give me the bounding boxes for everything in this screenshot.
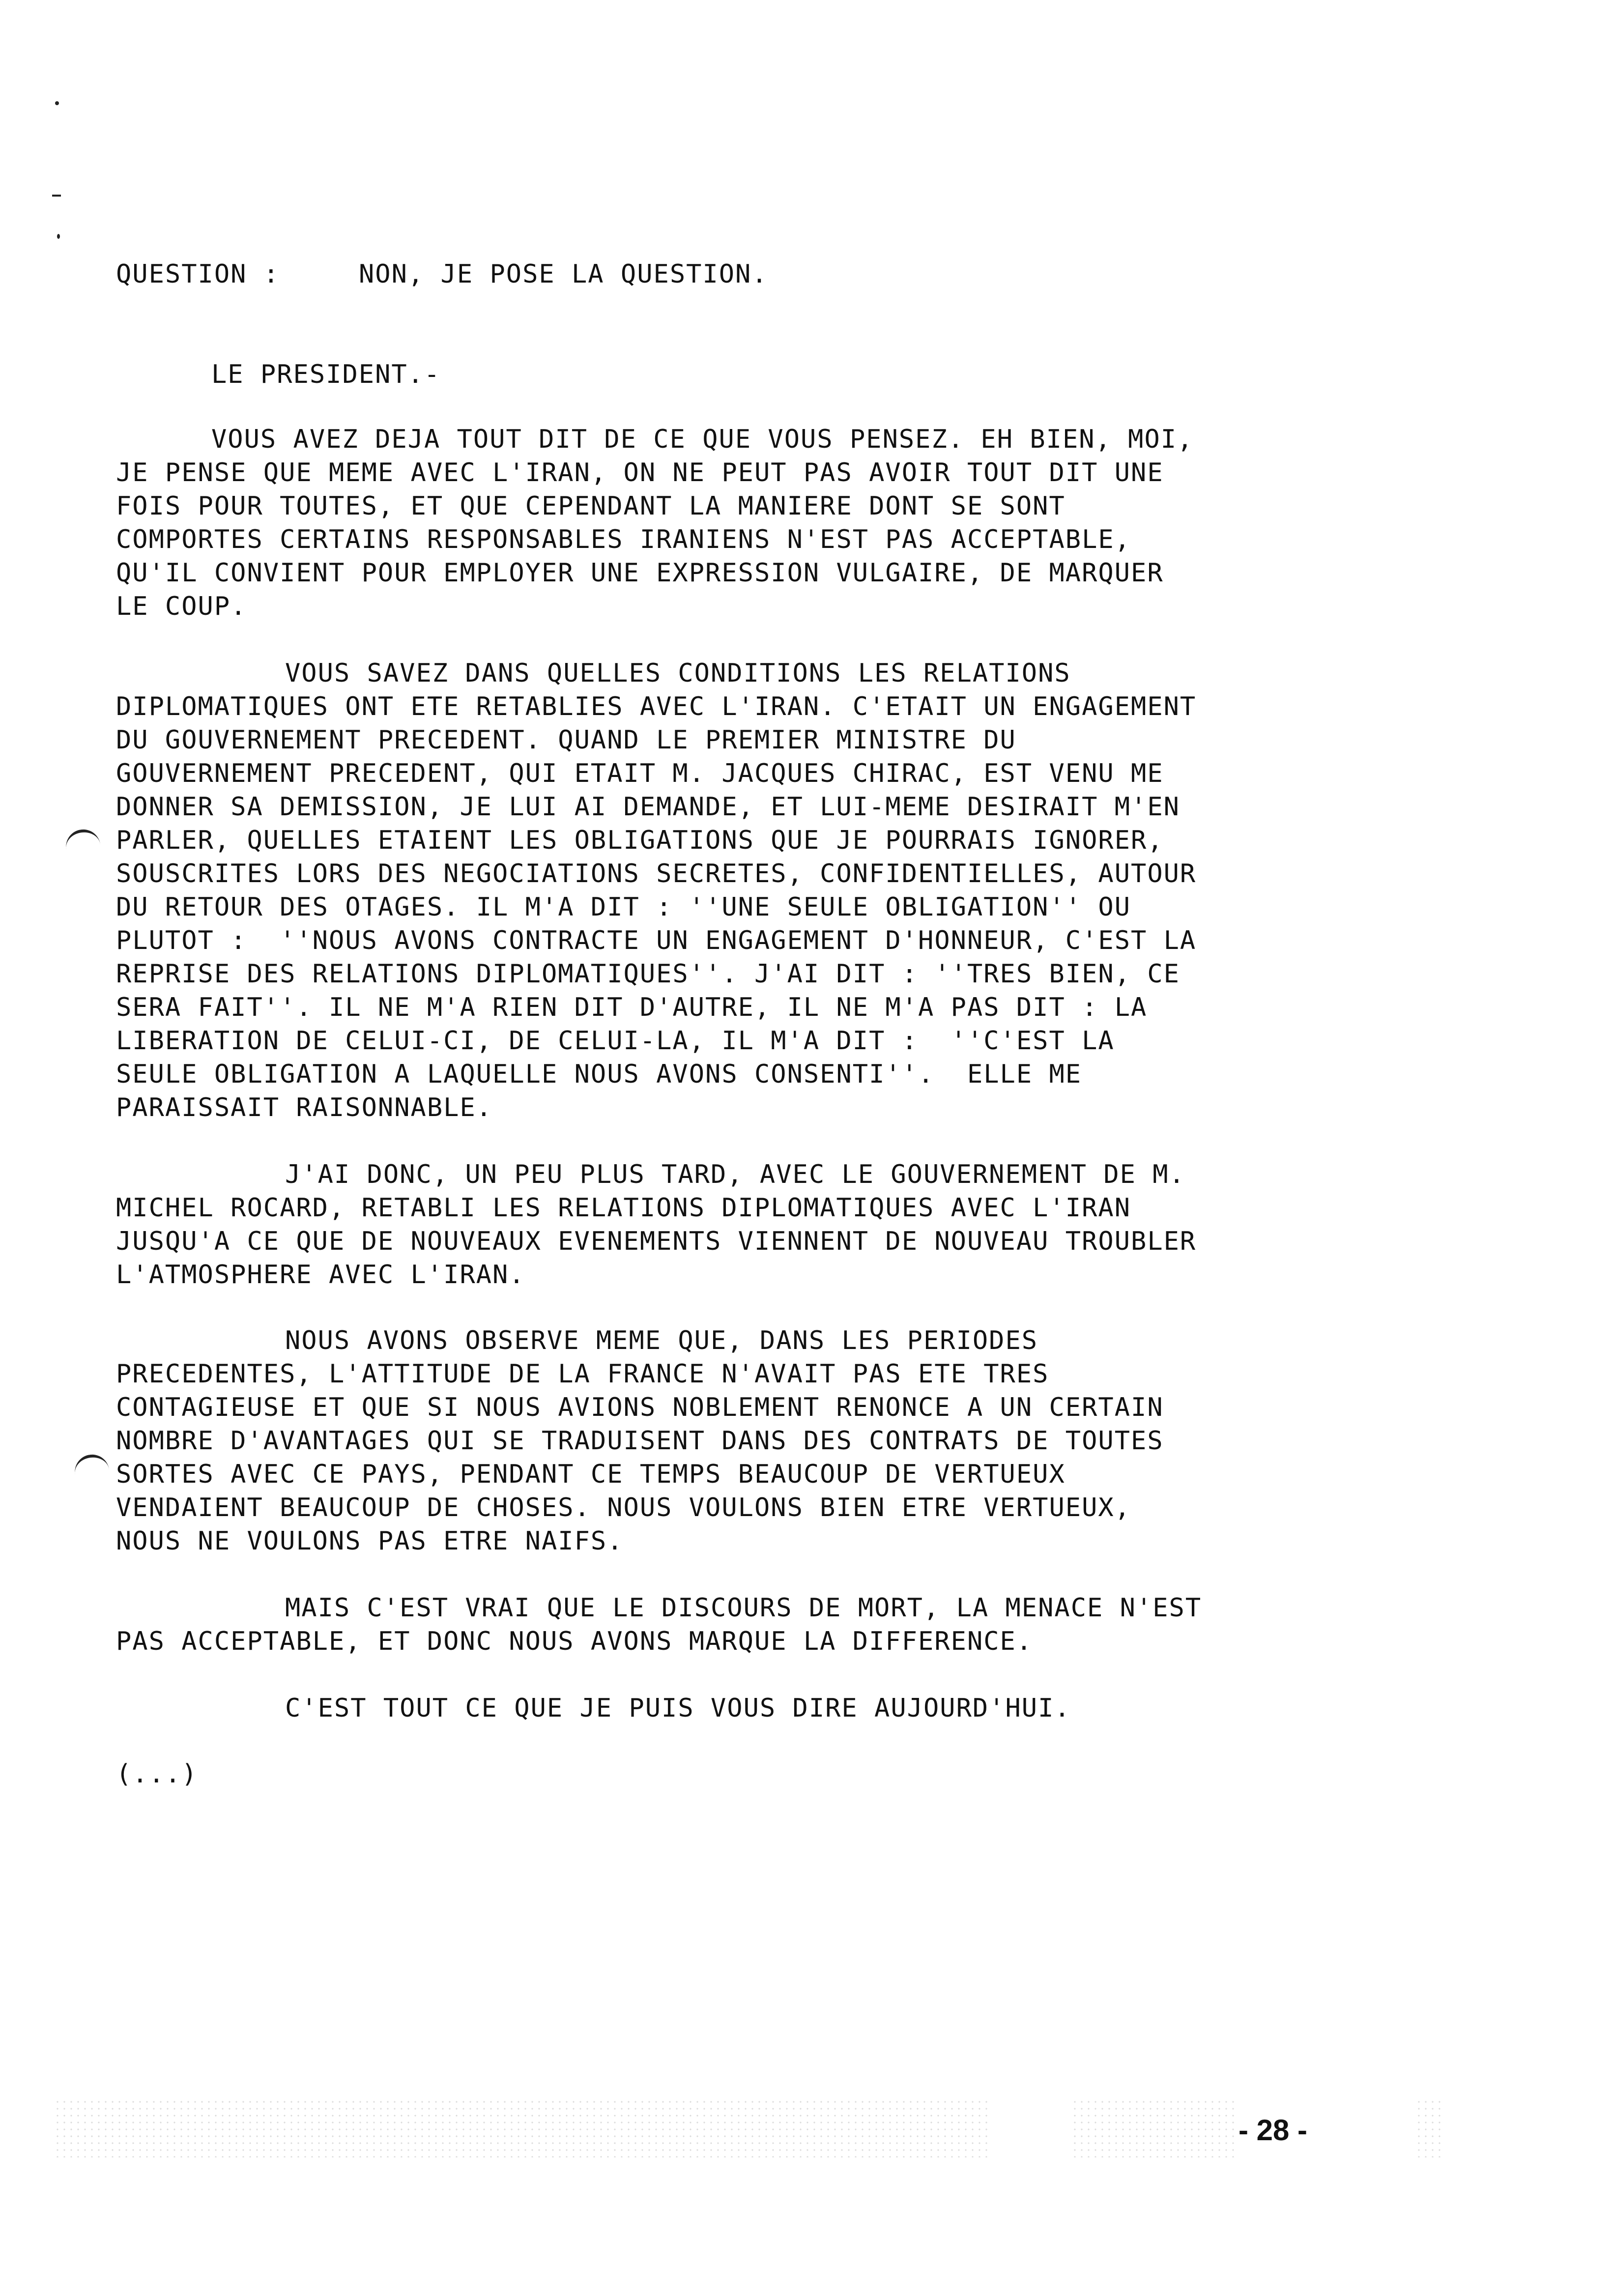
text-line: DU GOUVERNEMENT PRECEDENT. QUAND LE PREMIER MINISTRE DU bbox=[116, 725, 1016, 755]
text-line: PLUTOT : ''NOUS AVONS CONTRACTE UN ENGAGEMENT D'HONNEUR, C'EST LA bbox=[116, 926, 1197, 955]
scan-noise bbox=[1071, 2098, 1238, 2157]
text-line: PARAISSAIT RAISONNABLE. bbox=[116, 1093, 493, 1122]
text-line: C'EST TOUT CE QUE JE PUIS VOUS DIRE AUJOURD'HUI. bbox=[285, 1693, 1071, 1723]
question-label: QUESTION : bbox=[116, 259, 280, 289]
text-line: PAS ACCEPTABLE, ET DONC NOUS AVONS MARQUE LA DIFFERENCE. bbox=[116, 1627, 1033, 1656]
text-line: DONNER SA DEMISSION, JE LUI AI DEMANDE, ET LUI-MEME DESIRAIT M'EN bbox=[116, 792, 1180, 822]
margin-pen-mark bbox=[73, 1452, 109, 1474]
scan-noise bbox=[54, 2098, 988, 2157]
text-line: PARLER, QUELLES ETAIENT LES OBLIGATIONS QUE JE POURRAIS IGNORER, bbox=[116, 826, 1164, 855]
text-line: GOUVERNEMENT PRECEDENT, QUI ETAIT M. JACQUES CHIRAC, EST VENU ME bbox=[116, 759, 1164, 788]
text-line: LIBERATION DE CELUI-CI, DE CELUI-LA, IL M'A DIT : ''C'EST LA bbox=[116, 1026, 1115, 1056]
text-line: NOMBRE D'AVANTAGES QUI SE TRADUISENT DANS DES CONTRATS DE TOUTES bbox=[116, 1426, 1164, 1456]
margin-dash bbox=[52, 195, 61, 197]
text-line: JE PENSE QUE MEME AVEC L'IRAN, ON NE PEUT PAS AVOIR TOUT DIT UNE bbox=[116, 458, 1164, 488]
text-line: L'ATMOSPHERE AVEC L'IRAN. bbox=[116, 1260, 525, 1290]
text-line: J'AI DONC, UN PEU PLUS TARD, AVEC LE GOUVERNEMENT DE M. bbox=[285, 1160, 1185, 1189]
text-line: MICHEL ROCARD, RETABLI LES RELATIONS DIPLOMATIQUES AVEC L'IRAN bbox=[116, 1193, 1131, 1223]
text-line: SORTES AVEC CE PAYS, PENDANT CE TEMPS BEAUCOUP DE VERTUEUX bbox=[116, 1460, 1065, 1489]
speaker-heading: LE PRESIDENT.- bbox=[211, 360, 441, 389]
text-line: VENDAIENT BEAUCOUP DE CHOSES. NOUS VOULONS BIEN ETRE VERTUEUX, bbox=[116, 1493, 1131, 1522]
text-line: SOUSCRITES LORS DES NEGOCIATIONS SECRETES, CONFIDENTIELLES, AUTOUR bbox=[116, 859, 1197, 889]
text-line: SEULE OBLIGATION A LAQUELLE NOUS AVONS CONSENTI''. ELLE ME bbox=[116, 1060, 1082, 1089]
text-line: VOUS SAVEZ DANS QUELLES CONDITIONS LES RELATIONS bbox=[285, 659, 1071, 688]
text-line: FOIS POUR TOUTES, ET QUE CEPENDANT LA MANIERE DONT SE SONT bbox=[116, 491, 1065, 521]
margin-dot bbox=[57, 234, 60, 239]
text-line: VOUS AVEZ DEJA TOUT DIT DE CE QUE VOUS PENSEZ. EH BIEN, MOI, bbox=[211, 425, 1194, 454]
text-line: QU'IL CONVIENT POUR EMPLOYER UNE EXPRESSION VULGAIRE, DE MARQUER bbox=[116, 558, 1164, 588]
text-line: NOUS NE VOULONS PAS ETRE NAIFS. bbox=[116, 1526, 624, 1556]
text-line: JUSQU'A CE QUE DE NOUVEAUX EVENEMENTS VIENNENT DE NOUVEAU TROUBLER bbox=[116, 1227, 1197, 1256]
margin-dot bbox=[55, 101, 59, 105]
text-line: MAIS C'EST VRAI QUE LE DISCOURS DE MORT, LA MENACE N'EST bbox=[285, 1593, 1202, 1623]
text-line: COMPORTES CERTAINS RESPONSABLES IRANIENS N'EST PAS ACCEPTABLE, bbox=[116, 525, 1131, 554]
question-text: NON, JE POSE LA QUESTION. bbox=[359, 259, 768, 289]
text-line: NOUS AVONS OBSERVE MEME QUE, DANS LES PERIODES bbox=[285, 1326, 1038, 1355]
margin-pen-mark bbox=[64, 827, 100, 849]
text-line: SERA FAIT''. IL NE M'A RIEN DIT D'AUTRE, IL NE M'A PAS DIT : LA bbox=[116, 993, 1148, 1022]
page-number: - 28 - bbox=[1238, 2114, 1308, 2147]
scan-noise bbox=[1415, 2098, 1445, 2157]
ellipsis-marker: (...) bbox=[116, 1759, 198, 1789]
text-line: DU RETOUR DES OTAGES. IL M'A DIT : ''UNE SEULE OBLIGATION'' OU bbox=[116, 892, 1131, 922]
text-line: PRECEDENTES, L'ATTITUDE DE LA FRANCE N'AVAIT PAS ETE TRES bbox=[116, 1359, 1049, 1389]
text-line: REPRISE DES RELATIONS DIPLOMATIQUES''. J'AI DIT : ''TRES BIEN, CE bbox=[116, 959, 1180, 989]
text-line: CONTAGIEUSE ET QUE SI NOUS AVIONS NOBLEMENT RENONCE A UN CERTAIN bbox=[116, 1393, 1164, 1422]
text-line: LE COUP. bbox=[116, 592, 247, 621]
text-line: DIPLOMATIQUES ONT ETE RETABLIES AVEC L'IRAN. C'ETAIT UN ENGAGEMENT bbox=[116, 692, 1197, 721]
